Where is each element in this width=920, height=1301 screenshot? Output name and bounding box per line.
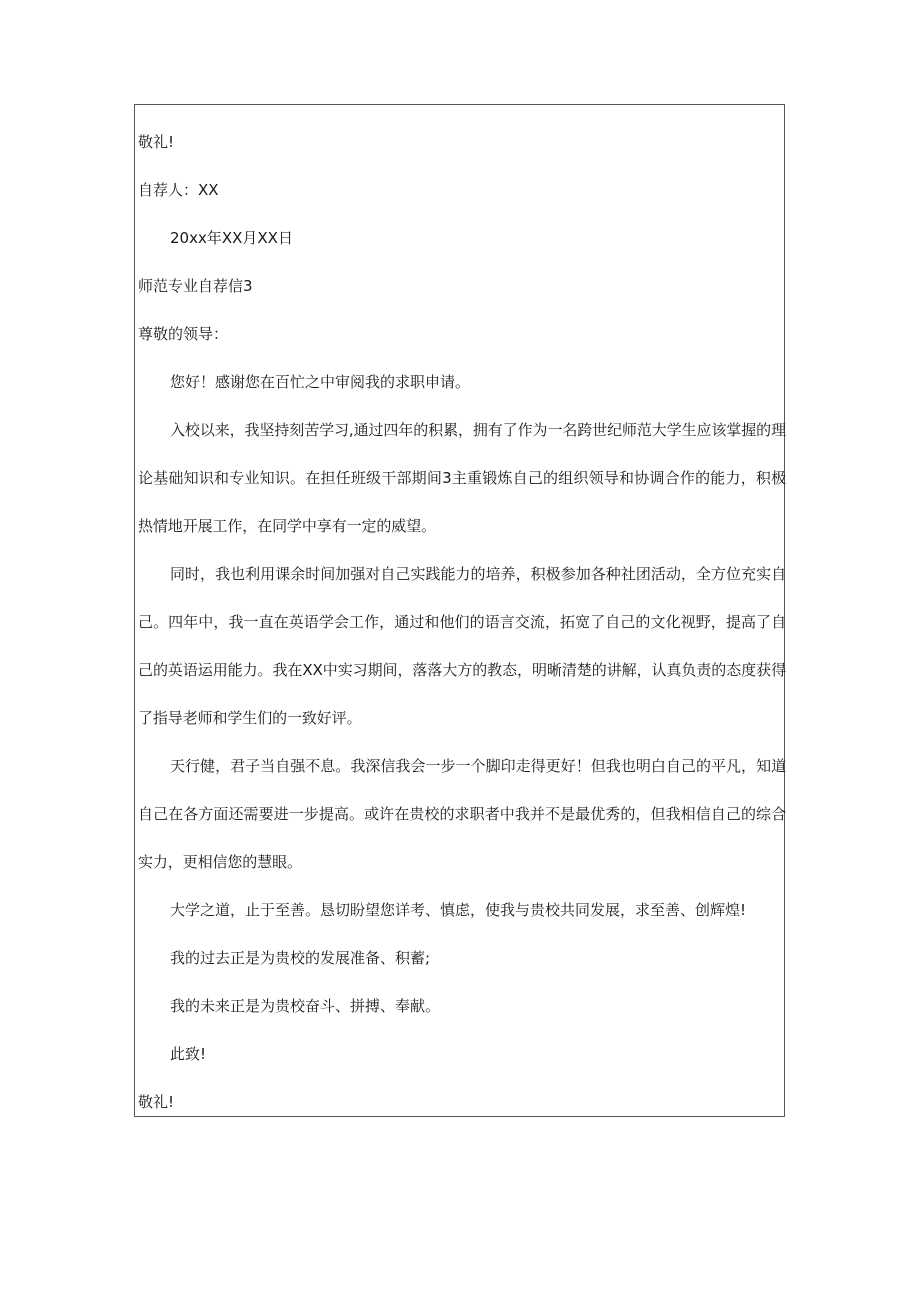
salutation-closing-line: 敬礼!	[138, 133, 175, 151]
closing-line-3: 我的未来正是为贵校奋斗、拼搏、奉献。	[170, 997, 441, 1015]
paragraph-study: 入校以来，我坚持刻苦学习,通过四年的积累，拥有了作为一名跨世纪师范大学生应该掌握的理论基础知识和专业知识。在担任班级干部期间3主重锻炼自己的组织领导和协调合作的能力，积极热情地开展工作，在同学中享有一定的威望。	[138, 421, 786, 535]
final-salutation: 敬礼!	[138, 1093, 175, 1111]
paragraph-practice: 同时，我也利用课余时间加强对自己实践能力的培养，积极参加各种社团活动，全方位充实自己。四年中，我一直在英语学会工作，通过和他们的语言交流，拓宽了自己的文化视野，提高了自己的英语运用能力。我在XX中实习期间，落落大方的教态，明晰清楚的讲解，认真负责的态度获得了指导老师和学生们的一致好评。	[138, 565, 786, 727]
closing-line-4: 此致!	[170, 1045, 207, 1063]
letter-body	[138, 118, 786, 1126]
letter-title: 师范专业自荐信3	[138, 277, 253, 295]
closing-line-1: 大学之道，止于至善。恳切盼望您详考、慎虑，使我与贵校共同发展，求至善、创辉煌!	[170, 901, 747, 919]
paragraph-self-improvement: 天行健，君子当自强不息。我深信我会一步一个脚印走得更好！但我也明白自己的平凡，知道自己在各方面还需要进一步提高。或许在贵校的求职者中我并不是最优秀的，但我相信自己的综合实力，更相信您的慧眼。	[138, 757, 786, 871]
document-frame	[134, 104, 785, 1117]
closing-line-2: 我的过去正是为贵校的发展准备、积蓄;	[170, 949, 431, 967]
opening-line: 您好！感谢您在百忙之中审阅我的求职申请。	[170, 373, 471, 391]
greeting-line: 尊敬的领导：	[138, 325, 229, 343]
date-line: 20xx年XX月XX日	[170, 229, 293, 247]
recommender-line: 自荐人：XX	[138, 181, 219, 199]
